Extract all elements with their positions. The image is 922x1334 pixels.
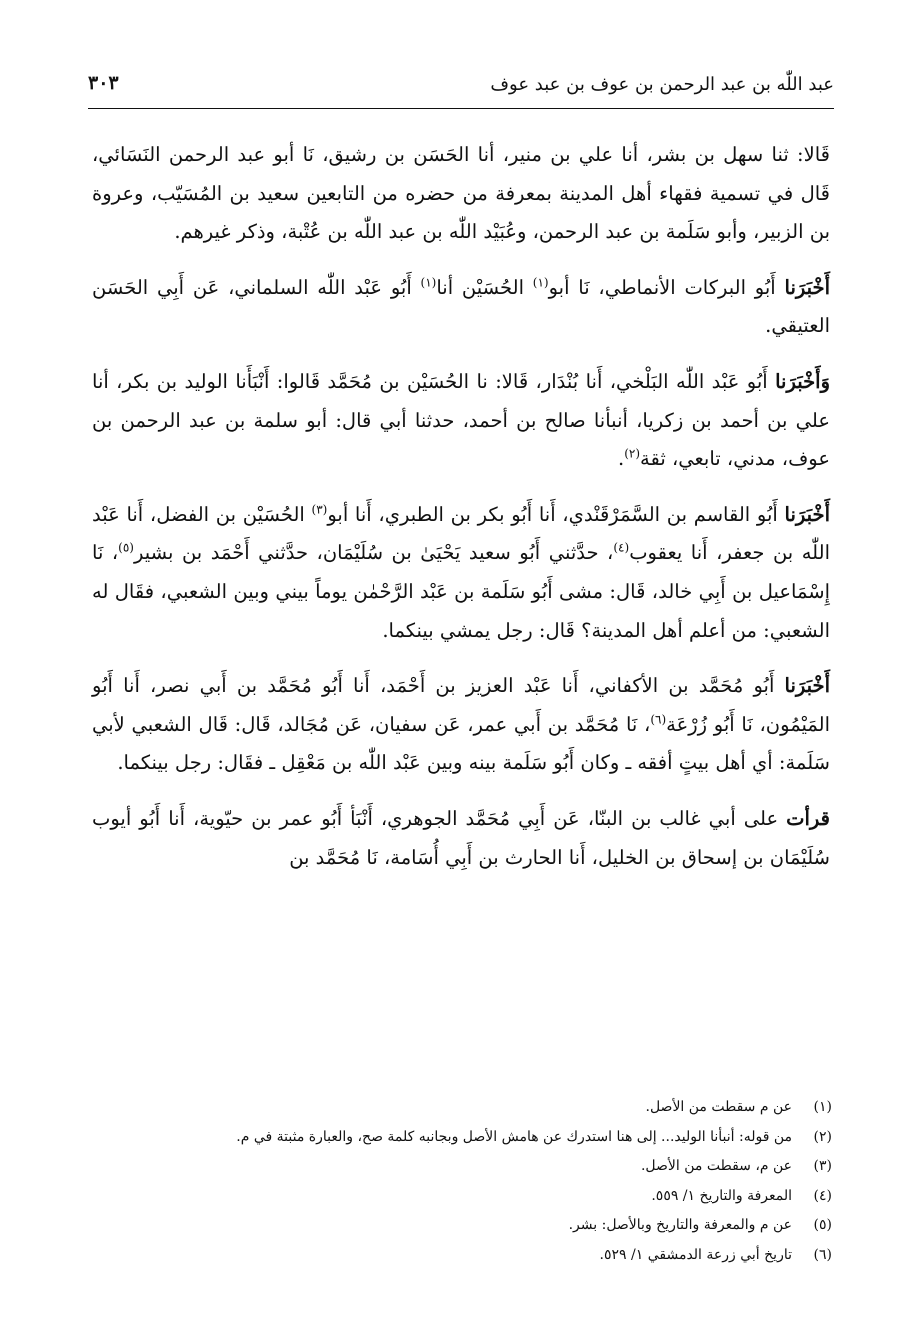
footnote — [92, 1152, 832, 1182]
footnote — [92, 1182, 832, 1212]
footnote-text: عن م، سقطت من الأصل. — [640, 1158, 792, 1175]
footnote-text: المعرفة والتاريخ ١/ ٥٥٩. — [651, 1187, 792, 1204]
page-header — [88, 68, 834, 106]
footnote-number: (٢) — [813, 1128, 832, 1145]
footnote-number: (٦) — [813, 1246, 832, 1263]
paragraph — [92, 269, 830, 346]
paragraph-text: ، حدَّثني أَبُو سعيد يَحْيَىٰ بن سُلَيْمَان، حدَّثني أَحْمَد بن بشير — [133, 541, 614, 565]
paragraph-text: قَالا: ثنا سهل بن بشر، أنا علي بن منير، أنا الحَسَن بن رشيق، نَا أبو عبد الرحمن النَسَائي، قَال في تسمية فقهاء أهل المدينة بمعرفة من حضره من التابعين سعيد بن المُسَيّب، وعروة بن الزبير، وأبو سَلَمة بن عبد الرحمن، وعُبَيْد اللّٰه بن عبد اللّٰه بن عُتْبة، وذكر غيرهم. — [92, 143, 830, 244]
chain-lead-word: أَخْبَرَنا — [784, 275, 830, 299]
paragraph-text: أَبُو القاسم بن السَّمَرْقَنْدي، أَنا أَبُو بكر بن الطبري، أَنا أبو — [327, 502, 785, 526]
footnote-ref: (٤) — [613, 540, 630, 555]
paragraph-text: أَبُو عَبْد اللّٰه السلماني، عَن أَبِي الحَسَن العتيقي. — [92, 275, 830, 338]
paragraph — [92, 496, 830, 650]
paragraph-text: أَبُو البركات الأنماطي، نَا أبو — [548, 275, 785, 299]
chain-lead-word: قرأت — [786, 806, 830, 830]
footnote — [92, 1211, 832, 1241]
footnote-number: (٥) — [813, 1217, 832, 1234]
footnote-ref: (٢) — [624, 446, 641, 461]
paragraph-text: أَبُو عَبْد اللّٰه البَلْخي، أَنا بُنْدَار، قَالا: نا الحُسَيْن بن مُحَمَّد قَالوا: أَنْبَأَنا الوليد بن بكر، أنا علي بن أحمد بن زكريا، أنبأنا صالح بن أحمد، حدثنا أبي قال: أبو سلمة بن عبد الرحمن بن عوف، مدني، تابعي، ثقة — [92, 369, 830, 471]
paragraph-text: الحُسَيْن بن الفضل، أَنا عَبْد اللّٰه بن جعفر، أَنا يعقوب — [92, 502, 830, 565]
footnote-text: عن م سقطت من الأصل. — [645, 1099, 792, 1115]
paragraph-text: ، نَا إِسْمَاعيل بن أَبِي خالد، قَال: مشى أَبُو سَلَمة بن عَبْد الرَّحْمٰن يوماً بيني وبين الشعبي، فقَال له الشعبي: من أعلم أهل المدينة؟ قَال: رجل يمشي بينكما. — [92, 541, 830, 642]
paragraph-text: ، نَا مُحَمَّد بن أَبي عمر، عَن سفيان، عَن مُجَالد، قَال: قَال الشعبي لأبي سَلَمة: أي أهل بيتٍ أفقه ـ وكان أَبُو سَلَمة بينه وبين عَبْد اللّٰه بن مَعْقِل ـ فقَال: رجل بينكما. — [92, 712, 830, 775]
paragraph-text: أَبُو مُحَمَّد بن الأكفاني، أَنا عَبْد العزيز بن أَحْمَد، أَنا أَبُو مُحَمَّد بن أَبي نصر، أَنا أَبُو المَيْمُون، نَا أَبُو زُرْعَة — [92, 674, 830, 736]
footnote-ref: (١) — [532, 275, 549, 290]
paragraph — [92, 667, 830, 783]
footnote-number: (٣) — [813, 1158, 832, 1175]
paragraph-text: على أبي غالب بن البنّا، عَن أَبِي مُحَمَّد الجوهري، أَنْبَأ أَبُو عمر بن حيّوية، أَنا أَبُو أيوب سُلَيْمَان بن إسحاق بن الخليل، أَنا الحارث بن أَبِي أُسَامة، نَا مُحَمَّد بن — [92, 806, 830, 869]
paragraph — [92, 800, 830, 877]
main-text — [92, 136, 830, 894]
footnote — [92, 1093, 832, 1123]
footnote-ref: (٣) — [311, 502, 328, 517]
chain-lead-word: وَأَخْبَرَنا — [775, 369, 830, 393]
footnotes-section — [92, 1093, 832, 1271]
paragraph-text: . — [618, 447, 625, 471]
paragraph — [92, 363, 830, 479]
chain-lead-word: أَخْبَرَنا — [784, 674, 830, 698]
footnote-number: (٤) — [813, 1187, 832, 1204]
header-rule — [88, 108, 834, 109]
footnote-text: من قوله: أنبأنا الوليد... إلى هنا استدرك عن هامش الأصل وبجانبه كلمة صح، والعبارة مثبتة في م. — [236, 1128, 792, 1145]
paragraph-text: الحُسَيْن أنا — [436, 275, 533, 299]
footnote-ref: (١) — [420, 275, 437, 290]
footnote-text: تاريخ أبي زرعة الدمشقي ١/ ٥٢٩. — [599, 1246, 792, 1263]
footnote-number: (١) — [813, 1099, 832, 1115]
running-title: عبد اللّٰه بن عبد الرحمن بن عوف بن عبد عوف — [490, 74, 834, 95]
footnote-text: عن م والمعرفة والتاريخ وبالأصل: بشر. — [568, 1217, 792, 1234]
footnote — [92, 1123, 832, 1153]
footnote — [92, 1241, 832, 1271]
paragraph — [92, 136, 830, 252]
footnote-ref: (٥) — [118, 540, 134, 555]
page-number: ٣٠٣ — [88, 72, 119, 94]
chain-lead-word: أَخْبَرَنا — [784, 502, 830, 526]
footnote-ref: (٦) — [650, 712, 667, 727]
